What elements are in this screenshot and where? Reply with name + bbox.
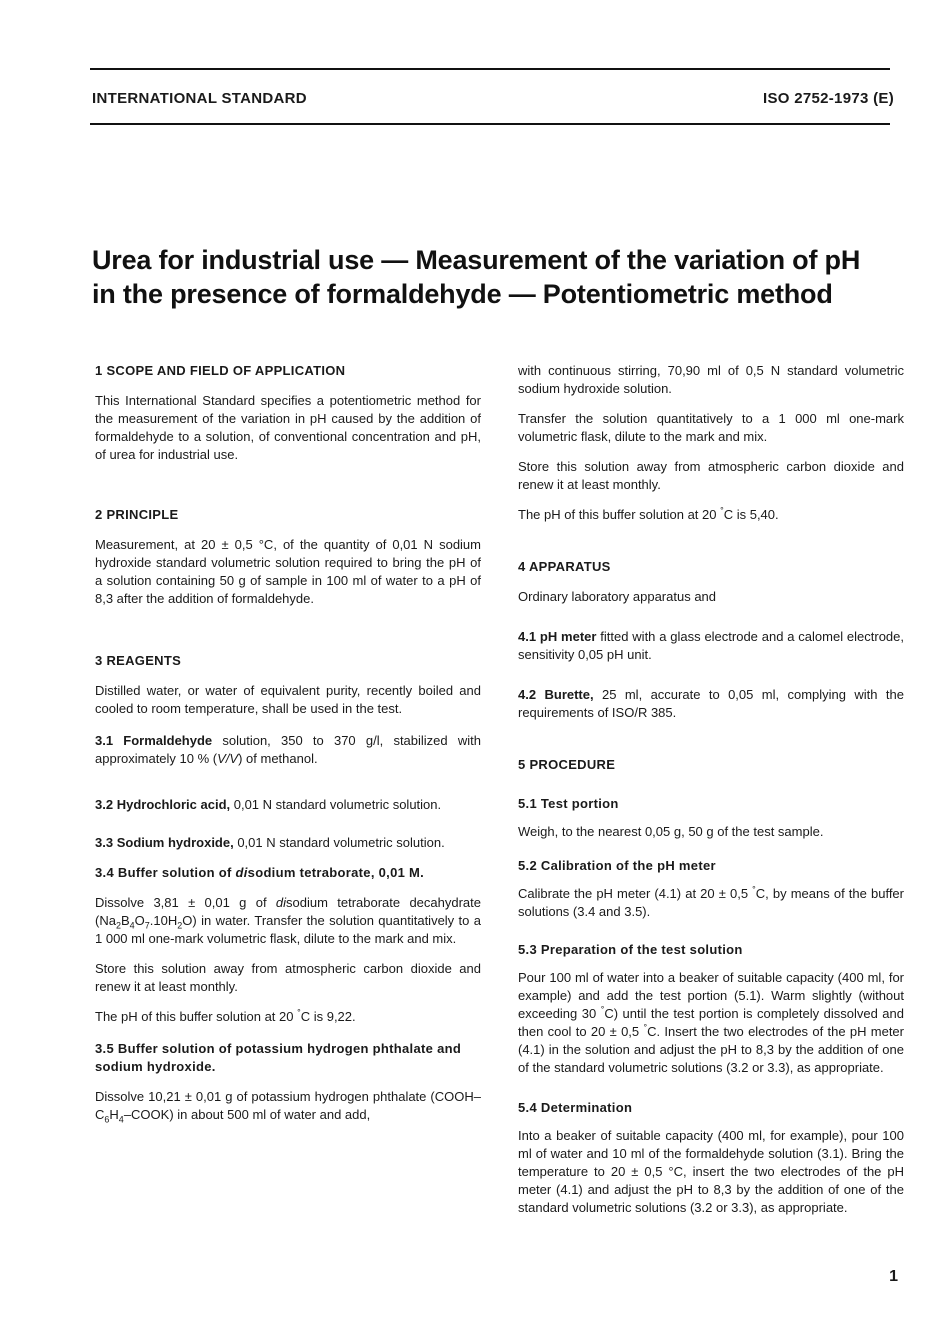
s34-p3-degree: ° xyxy=(297,1007,301,1018)
s34-p1-O: O xyxy=(134,913,145,928)
section-3-4-heading-a: 3.4 Buffer solution of xyxy=(95,865,236,880)
section-4-heading: 4 APPARATUS xyxy=(518,559,611,574)
s34-sub-4: 4 xyxy=(129,920,135,931)
section-3-4-paragraph-1 xyxy=(95,894,481,948)
header-standard-type: INTERNATIONAL STANDARD xyxy=(92,90,307,107)
section-5-3-heading: 5.3 Preparation of the test solution xyxy=(518,942,743,957)
buffer-continuation-1: with continuous stirring, 70,90 ml of 0,5 N standard volumetric sodium hydroxide solution. xyxy=(518,363,904,396)
section-5-2-heading: 5.2 Calibration of the pH meter xyxy=(518,858,716,873)
section-3-5-heading: 3.5 Buffer solution of potassium hydrogen phthalate and sodium hydroxide. xyxy=(95,1041,462,1074)
s53-text-a: Pour 100 ml of water into a beaker of suitable capacity (400 ml, for example) and add the test portion (5.1). Warm slightly (without exceeding 30 xyxy=(518,970,904,1021)
section-3-text: Distilled water, or water of equivalent purity, recently boiled and cooled to room temperature, shall be used in the test. xyxy=(95,683,481,716)
section-3-1-name: Formaldehyde xyxy=(123,733,213,748)
section-3-2-text: 0,01 N standard volumetric solution. xyxy=(230,797,442,812)
cont-p4-degree: ° xyxy=(720,505,724,516)
header-standard-number: ISO 2752-1973 (E) xyxy=(762,90,894,107)
section-3-2-number: 3.2 xyxy=(95,797,114,812)
s53-degree-2: ° xyxy=(643,1022,648,1033)
s52-degree: ° xyxy=(752,884,756,895)
section-5-3-text xyxy=(518,969,904,1077)
section-3-3-number: 3.3 xyxy=(95,835,114,850)
s35-p1-b: –COOK) in about 500 ml of water and add, xyxy=(123,1107,371,1122)
s34-p1-di: di xyxy=(275,895,287,910)
section-3-3-name: Sodium hydroxide, xyxy=(116,835,234,850)
section-5-4-heading: 5.4 Determination xyxy=(518,1100,633,1115)
section-4-1-name: pH meter xyxy=(539,629,597,644)
section-3-4-heading-di: di xyxy=(235,865,248,880)
section-2-text: Measurement, at 20 ± 0,5 °C, of the quantity of 0,01 N sodium hydroxide standard volumetric solution required to bring the pH of a solution containing 50 g of sample in 100 ml of water to a pH of 8,3 after the addition of formaldehyde. xyxy=(95,537,481,606)
s35-sub-4: 4 xyxy=(118,1114,124,1125)
top-rule xyxy=(90,68,890,70)
section-1-heading: 1 SCOPE AND FIELD OF APPLICATION xyxy=(95,363,346,378)
header-rule xyxy=(90,123,890,125)
section-3-2-name: Hydrochloric acid, xyxy=(116,797,231,812)
section-3-1-text-b: ) of methanol. xyxy=(238,751,318,766)
s34-p3-a: The pH of this buffer solution at 20 xyxy=(95,1009,298,1024)
title-line-1: Urea for industrial use — Measurement of the variation of pH xyxy=(92,245,861,275)
section-3-4-heading-b: sodium tetraborate, 0,01 M. xyxy=(247,865,425,880)
section-5-2-text xyxy=(518,885,904,921)
section-4-2-text: 25 ml, accurate to 0,05 ml, complying with the requirements of ISO/R 385. xyxy=(518,687,904,720)
section-3-1-vv: V/V xyxy=(217,751,239,766)
section-4-1 xyxy=(518,628,904,664)
s35-p1-a: Dissolve 10,21 ± 0,01 g of potassium hydrogen phthalate (COOH–C xyxy=(95,1089,481,1122)
section-3-3 xyxy=(95,834,481,852)
s52-text-a: Calibrate the pH meter (4.1) at 20 ± 0,5 xyxy=(518,886,753,901)
section-3-4-paragraph-3 xyxy=(95,1008,481,1026)
section-3-heading: 3 REAGENTS xyxy=(95,653,182,668)
section-5-1-heading: 5.1 Test portion xyxy=(518,796,619,811)
title-line-2: in the presence of formaldehyde — Potentiometric method xyxy=(92,279,833,309)
document-title xyxy=(92,243,912,311)
section-4-1-text: fitted with a glass electrode and a calomel electrode, sensitivity 0,05 pH unit. xyxy=(518,629,904,662)
section-3-2 xyxy=(95,796,481,814)
s35-p1-H: H xyxy=(109,1107,119,1122)
buffer-continuation-4 xyxy=(518,506,904,524)
s53-text-c: C. Insert the two electrodes of the pH meter (4.1) in the solution and adjust the pH to 8,3 by the addition of one of the standard volumetric solutions (3.2 or 3.3), as appropriate. xyxy=(518,1024,904,1075)
s34-p1-c: .10H xyxy=(149,913,178,928)
buffer-continuation-3: Store this solution away from atmospheric carbon dioxide and renew it at least monthly. xyxy=(518,459,904,492)
section-4-2-number: 4.2 xyxy=(518,687,537,702)
section-5-4-text: Into a beaker of suitable capacity (400 ml, for example), pour 100 ml of water and 10 ml of the formaldehyde solution (3.1). Bring the temperature to 20 ± 0,5 °C, insert the two electrodes of the pH meter (4.1) and adjust the pH to 8,3 by the addition of one of the standard volumetric solutions (3.2 or 3.3), as appropriate. xyxy=(518,1128,904,1215)
s53-degree-1: ° xyxy=(600,1004,605,1015)
section-3-5-paragraph-1 xyxy=(95,1088,481,1124)
s52-text-b: C, by means of the buffer solutions (3.4 and 3.5). xyxy=(518,886,904,919)
s34-p1-d: O) in water. Transfer the solution quantitatively to a 1 000 ml one-mark volumetric flask, dilute to the mark and mix. xyxy=(95,913,481,946)
left-column xyxy=(95,362,481,1124)
s34-p1-B: B xyxy=(120,913,130,928)
section-3-4-heading xyxy=(95,864,481,882)
section-3-3-text: 0,01 N standard volumetric solution. xyxy=(233,835,445,850)
section-3-1-text-a: solution, 350 to 370 g/l, stabilized with approximately 10 % ( xyxy=(95,733,481,766)
section-2-heading: 2 PRINCIPLE xyxy=(95,507,179,522)
section-4-text: Ordinary laboratory apparatus and xyxy=(518,589,717,604)
section-3-4-paragraph-2: Store this solution away from atmospheric carbon dioxide and renew it at least monthly. xyxy=(95,961,481,994)
section-5-1-text: Weigh, to the nearest 0,05 g, 50 g of the test sample. xyxy=(518,824,824,839)
right-column xyxy=(518,362,904,1217)
s53-text-b: C) until the test portion is completely dissolved and then cool to 20 ± 0,5 xyxy=(518,1006,904,1039)
s34-p1-b: sodium tetraborate decahydrate (Na xyxy=(95,895,481,928)
section-4-1-number: 4.1 xyxy=(518,629,537,644)
cont-p4-a: The pH of this buffer solution at 20 xyxy=(518,507,721,522)
s35-sub-6: 6 xyxy=(104,1114,110,1125)
section-4-2 xyxy=(518,686,904,722)
section-1-text: This International Standard specifies a potentiometric method for the measurement of the variation in pH caused by the addition of formaldehyde to a solution, of conventional concentration and pH, of urea for industrial use. xyxy=(95,393,481,462)
s34-p3-b: C is 9,22. xyxy=(300,1009,356,1024)
s34-sub-2b: 2 xyxy=(177,920,183,931)
section-4-2-name: Burette, xyxy=(544,687,594,702)
cont-p4-b: C is 5,40. xyxy=(723,507,779,522)
s34-p1-a: Dissolve 3,81 ± 0,01 g of xyxy=(95,895,276,910)
page-number: 1 xyxy=(889,1268,898,1285)
s34-sub-2: 2 xyxy=(115,920,121,931)
section-3-1 xyxy=(95,732,481,768)
section-5-heading: 5 PROCEDURE xyxy=(518,757,616,772)
buffer-continuation-2: Transfer the solution quantitatively to a 1 000 ml one-mark volumetric flask, dilute to the mark and mix. xyxy=(518,411,904,444)
s34-sub-7: 7 xyxy=(144,920,150,931)
section-3-1-number: 3.1 xyxy=(95,733,114,748)
